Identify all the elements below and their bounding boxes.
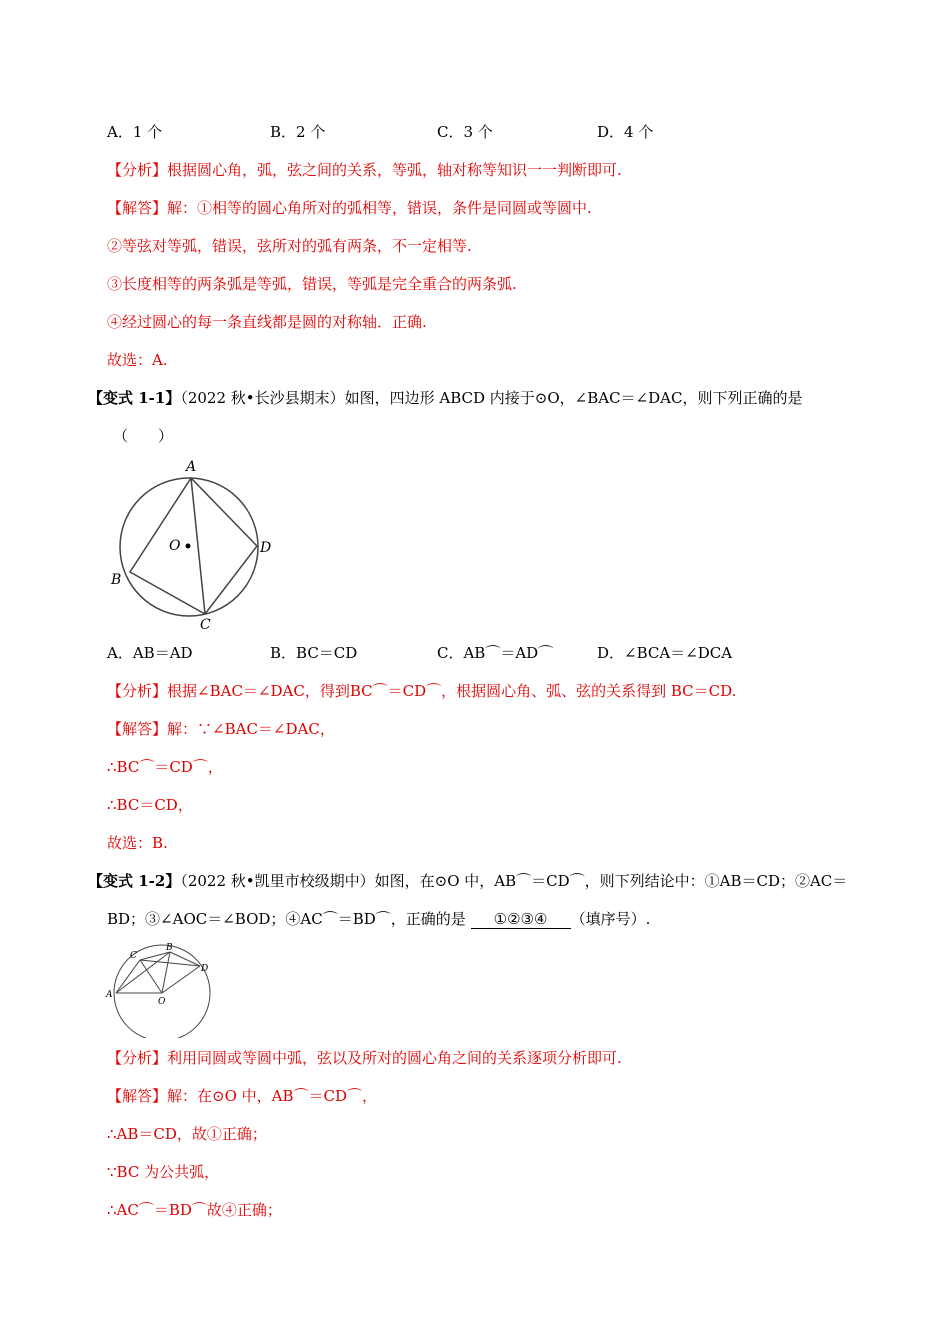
- answer-line: ③长度相等的两条弧是等弧，错误，等弧是完全重合的两条弧.: [107, 275, 517, 293]
- stem-text: （2022 秋•凯里市校级期中）如图，在⊙O 中，AB⌒＝CD⌒，则下列结论中：①AB＝CD；②AC＝: [180, 872, 848, 890]
- answer-line: ∴AB＝CD，故①正确；: [107, 1125, 267, 1143]
- analysis-tag: 【分析】: [107, 682, 168, 700]
- answer-line: ∴BC⌒＝CD⌒，: [107, 758, 223, 776]
- label-c: C: [130, 951, 137, 961]
- answer: [107, 1086, 377, 1106]
- analysis: [107, 1048, 622, 1068]
- answer-text: 解：在⊙O 中，AB⌒＝CD⌒，: [167, 1087, 378, 1105]
- answer-tag: 【解答】: [107, 1087, 168, 1105]
- answer-line: ②等弦对等弧，错误，弦所对的弧有两条，不一定相等.: [107, 237, 472, 255]
- analysis-text: 根据圆心角，弧，弦之间的关系，等弧，轴对称等知识一一判断即可.: [167, 161, 622, 179]
- chord-ac: [116, 960, 140, 993]
- variant-1-2-stem: [88, 871, 847, 891]
- radius-ob: [162, 952, 170, 993]
- option-b: B．2 个: [270, 123, 326, 141]
- variant-tag: 【变式 1-1】: [88, 389, 181, 407]
- label-b: B: [166, 943, 173, 953]
- variant-1-1-stem: [88, 388, 802, 408]
- answer-line: ∴BC＝CD，: [107, 796, 193, 814]
- analysis-text: 利用同圆或等圆中弧，弦以及所对的圆心角之间的关系逐项分析即可.: [167, 1049, 622, 1067]
- answer-blank: ①②③④: [471, 910, 571, 929]
- circle-quad-figure: [105, 455, 285, 635]
- answer: [107, 198, 592, 218]
- analysis: [107, 160, 622, 180]
- radius-oc: [140, 960, 162, 993]
- option-c: C．3 个: [437, 123, 493, 141]
- answer-tag: 【解答】: [107, 720, 168, 738]
- radius-od: [162, 966, 200, 993]
- label-d: D: [260, 540, 272, 556]
- variant-1-2-stem-cont: [107, 909, 650, 929]
- stem-text: （填序号）.: [570, 910, 651, 928]
- label-b: B: [111, 572, 122, 588]
- choice-line: 故选：B.: [107, 834, 168, 852]
- option-c: C．AB⌒＝AD⌒: [437, 644, 554, 662]
- answer-line: ④经过圆心的每一条直线都是圆的对称轴．正确.: [107, 313, 427, 331]
- label-d: D: [201, 964, 209, 974]
- chord-ab: [116, 952, 170, 993]
- label-o: O: [169, 538, 181, 554]
- answer-line: ∵BC 为公共弧，: [107, 1163, 220, 1181]
- answer-tag: 【解答】: [107, 199, 168, 217]
- circle-chords-figure: [100, 938, 220, 1038]
- stem-text: （2022 秋•长沙县期末）如图，四边形 ABCD 内接于⊙O，∠BAC＝∠DAC，则下列正确的是: [180, 389, 803, 407]
- label-o: O: [158, 997, 166, 1007]
- label-c: C: [200, 617, 211, 633]
- answer-line: ∴AC⌒＝BD⌒故④正确；: [107, 1201, 282, 1219]
- label-a: A: [106, 990, 113, 1000]
- chord-cd: [140, 960, 200, 966]
- choice-line: 故选：A.: [107, 351, 168, 369]
- analysis-text: 根据∠BAC＝∠DAC，得到BC⌒＝CD⌒，根据圆心角、弧、弦的关系得到 BC＝CD.: [167, 682, 737, 700]
- option-d: D．∠BCA＝∠DCA: [597, 644, 733, 662]
- answer-text: 解：①相等的圆心角所对的弧相等，错误，条件是同圆或等圆中.: [167, 199, 592, 217]
- answer-text: 解：∵∠BAC＝∠DAC，: [167, 720, 335, 738]
- label-a: A: [186, 459, 197, 475]
- option-a: A．AB＝AD: [107, 644, 193, 662]
- diagonal-ac: [191, 478, 205, 614]
- stem-text: BD；③∠AOC＝∠BOD；④AC⌒＝BD⌒，正确的是: [107, 910, 466, 928]
- center-dot: [186, 544, 191, 549]
- answer: [107, 719, 335, 739]
- variant-tag: 【变式 1-2】: [88, 872, 181, 890]
- analysis-tag: 【分析】: [107, 1049, 168, 1067]
- analysis: [107, 681, 736, 701]
- analysis-tag: 【分析】: [107, 161, 168, 179]
- option-b: B．BC＝CD: [270, 644, 358, 662]
- answer-paren: （ ）: [113, 427, 174, 445]
- option-d: D．4 个: [597, 123, 654, 141]
- option-a: A．1 个: [107, 123, 163, 141]
